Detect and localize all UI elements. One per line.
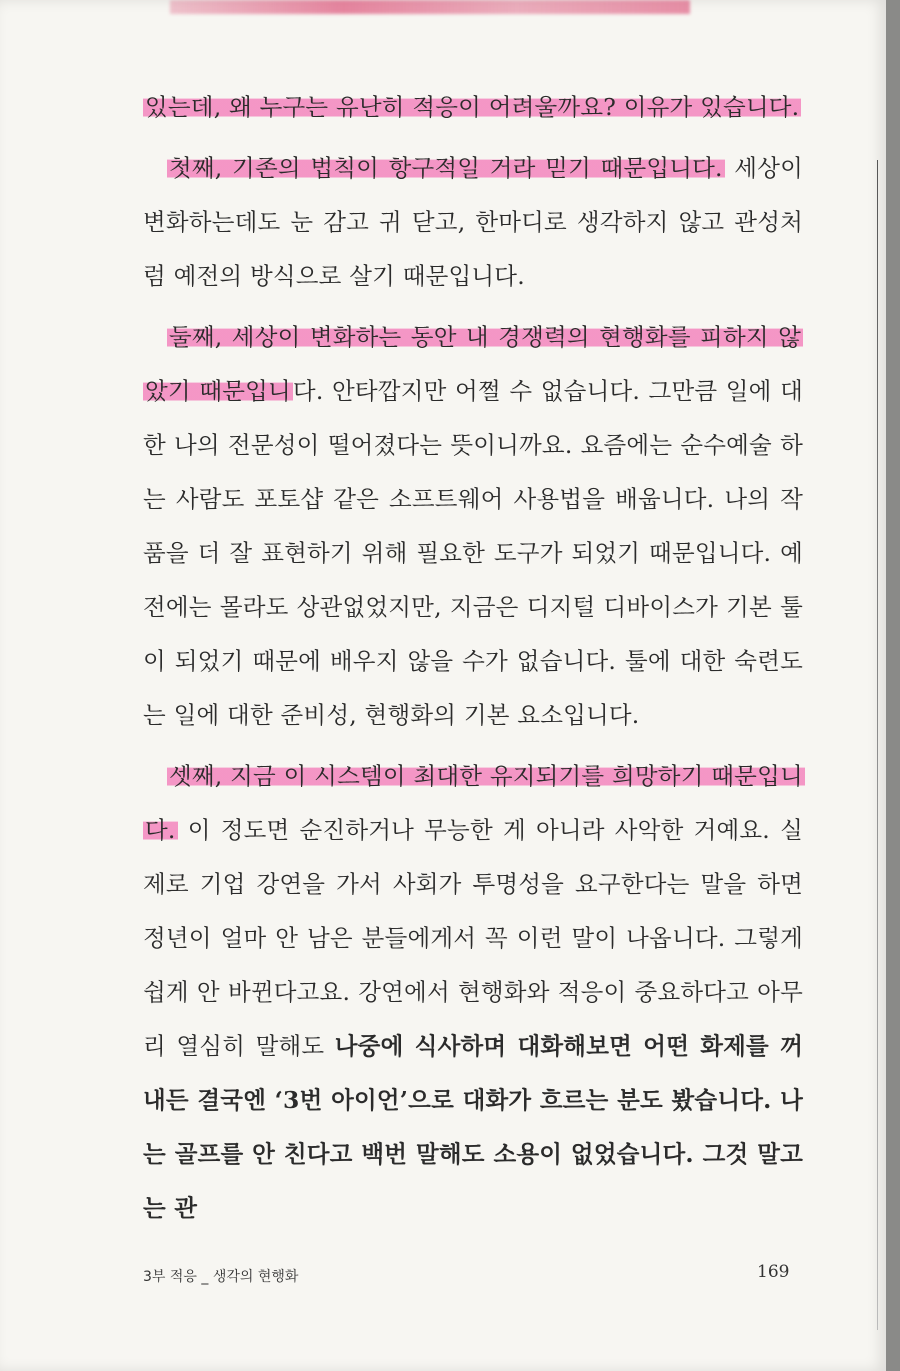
bold-text: 나중에 식사하며 대화해보면 어떤 화제를 꺼내든 결국엔 ‘3번 아이언’으로 대화가 흐르는 분도 봤습니다. 나는 골프를 안 친다고 백번 말해도 소용이 없었습니다. 그것 말고는 관 [143, 1032, 803, 1222]
text-run: 이 정도면 순진하거나 무능한 게 아니라 사악한 거예요. 실제로 기업 강연을 가서 사회가 투명성을 요구한다는 말을 하면 정년이 얼마 안 남은 분들에게서 꼭 이런 말이 나옵니다. 그렇게 쉽게 안 바뀐다고요. 강연에서 현행화와 적응이 중요하다고 아무리 열심히 말해도 [143, 816, 803, 1060]
page-number: 169 [757, 1262, 790, 1282]
page-edge-shadow [877, 160, 879, 1330]
highlighted-text: 첫째, 기존의 법칙이 항구적일 거라 믿기 때문입니다. [169, 154, 723, 182]
paragraph-1 [143, 80, 803, 134]
paragraph-3 [143, 310, 803, 742]
text-run: 세상이 변화하는데도 눈 감고 귀 닫고, 한마디로 생각하지 않고 관성처럼 예전의 방식으로 살기 때문입니다. [143, 154, 803, 290]
paragraph-2 [143, 141, 803, 303]
text-run: 다. 안타깝지만 어쩔 수 없습니다. 그만큼 일에 대한 나의 전문성이 떨어졌다는 뜻이니까요. 요즘에는 순수예술 하는 사람도 포토샵 같은 소프트웨어 사용법을 배웁니다. 나의 작품을 더 잘 표현하기 위해 필요한 도구가 되었기 때문입니다. 예전에는 몰라도 상관없었지만, 지금은 디지털 디바이스가 기본 툴이 되었기 때문에 배우지 않을 수가 없습니다. 툴에 대한 숙련도는 일에 대한 준비성, 현행화의 기본 요소입니다. [143, 377, 803, 729]
running-footer-chapter: 3부 적응 _ 생각의 현행화 [143, 1269, 299, 1285]
highlighted-text: 있는데, 왜 누구는 유난히 적응이 어려울까요? 이유가 있습니다. [145, 93, 800, 121]
highlighted-text: 셋째, 지금 이 시스템이 최대한 유지되기를 희망하기 때문입니다. [145, 762, 803, 844]
body-text [143, 80, 803, 1242]
bleed-through-highlight [170, 0, 690, 14]
paragraph-4 [143, 749, 803, 1235]
highlighted-text: 둘째, 세상이 변화하는 동안 내 경쟁력의 현행화를 피하지 않았기 때문입니 [145, 323, 801, 405]
